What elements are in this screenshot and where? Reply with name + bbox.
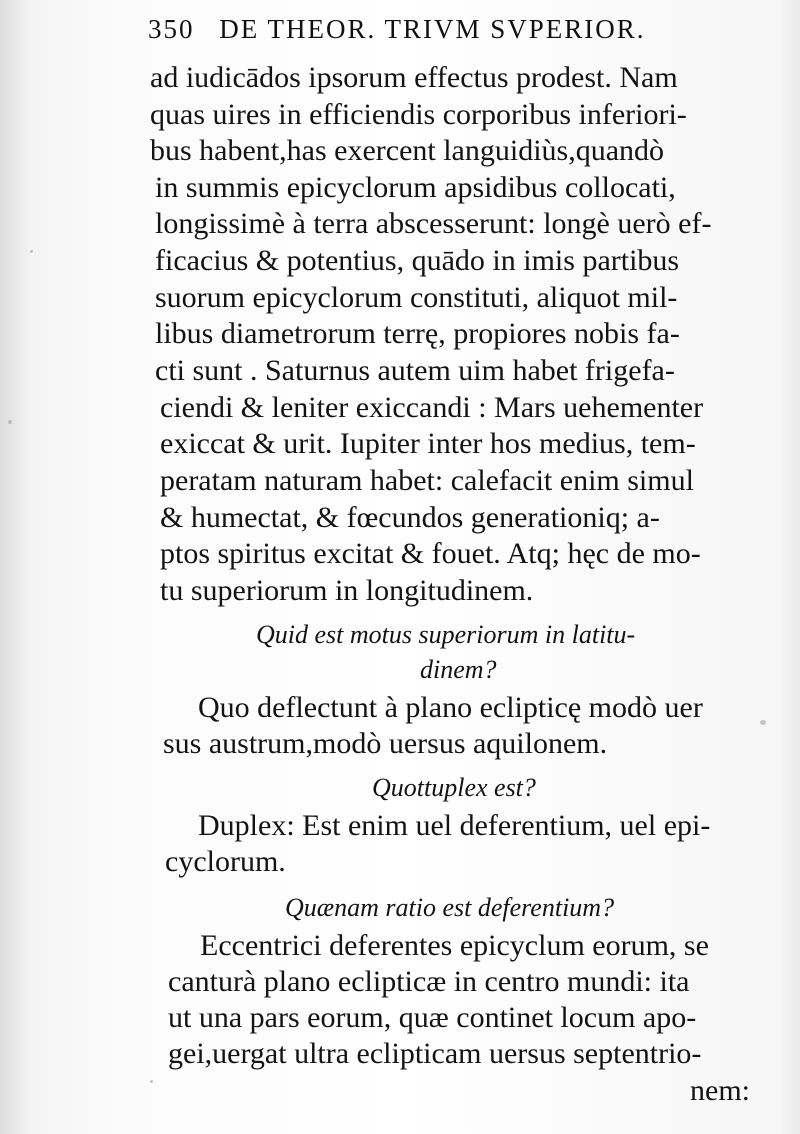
text-line: in summis epicyclorum apsidibus collocati, [155,171,676,204]
text-line: ptos spiritus excitat & fouet. Atq; hęc de mo- [160,537,701,570]
text-line: Eccentrici deferentes epicyclum eorum, se [200,929,709,962]
question-heading: dinem? [420,655,497,684]
paper-speck [760,720,766,725]
text-line: suorum epicyclorum constituti, aliquot mil- [155,281,678,314]
page-number: 350 [148,14,195,44]
text-line: ad iudicādos ipsorum effectus prodest. Nam [150,61,678,94]
question-heading: Quænam ratio est deferentium? [285,893,615,922]
text-line: exiccat & urit. Iupiter inter hos medius, tem- [160,427,696,460]
text-line: gei,uergat ultra eclipticam uersus septentrio- [168,1037,702,1070]
text-line: sus austrum,modò uersus aquilonem. [163,727,608,760]
text-line: ciendi & leniter exiccandi : Mars uehementer [160,391,704,424]
text-line: cyclorum. [165,845,286,878]
text-line: cti sunt . Saturnus autem uim habet frigefa- [155,354,675,387]
text-line: peratam naturam habet: calefacit enim simul [160,464,694,497]
text-line: bus habent,has exercent languidiùs,quandò [150,134,665,167]
running-title: DE THEOR. TRIVM SVPERIOR. [219,14,646,44]
question-heading: Quottuplex est? [372,773,536,802]
text-line: quas uires in efficiendis corporibus inferiori- [150,98,687,131]
text-line: canturà plano eclipticæ in centro mundi: ita [168,965,690,998]
paper-speck [30,250,33,253]
text-line: ut una pars eorum, quæ continet locum apo- [168,1001,697,1034]
paper-speck [8,420,12,424]
text-line: & humectat, & fœcundos generationiq; a- [160,501,660,534]
text-line: nem: [690,1074,750,1107]
text-line: Duplex: Est enim uel deferentium, uel epi- [198,809,711,842]
text-line: libus diametrorum terrę, propiores nobis fa- [155,317,680,350]
text-line: tu superiorum in longitudinem. [160,574,534,607]
text-line: ficacius & potentius, quādo in imis partibus [155,244,680,277]
text-line: longissimè à terra abscesserunt: longè uerò ef- [155,207,712,240]
question-heading: Quid est motus superiorum in latitu- [256,620,636,649]
text-line: Quo deflectunt à plano eclipticę modò uer [198,691,703,724]
paper-speck [150,1080,153,1083]
